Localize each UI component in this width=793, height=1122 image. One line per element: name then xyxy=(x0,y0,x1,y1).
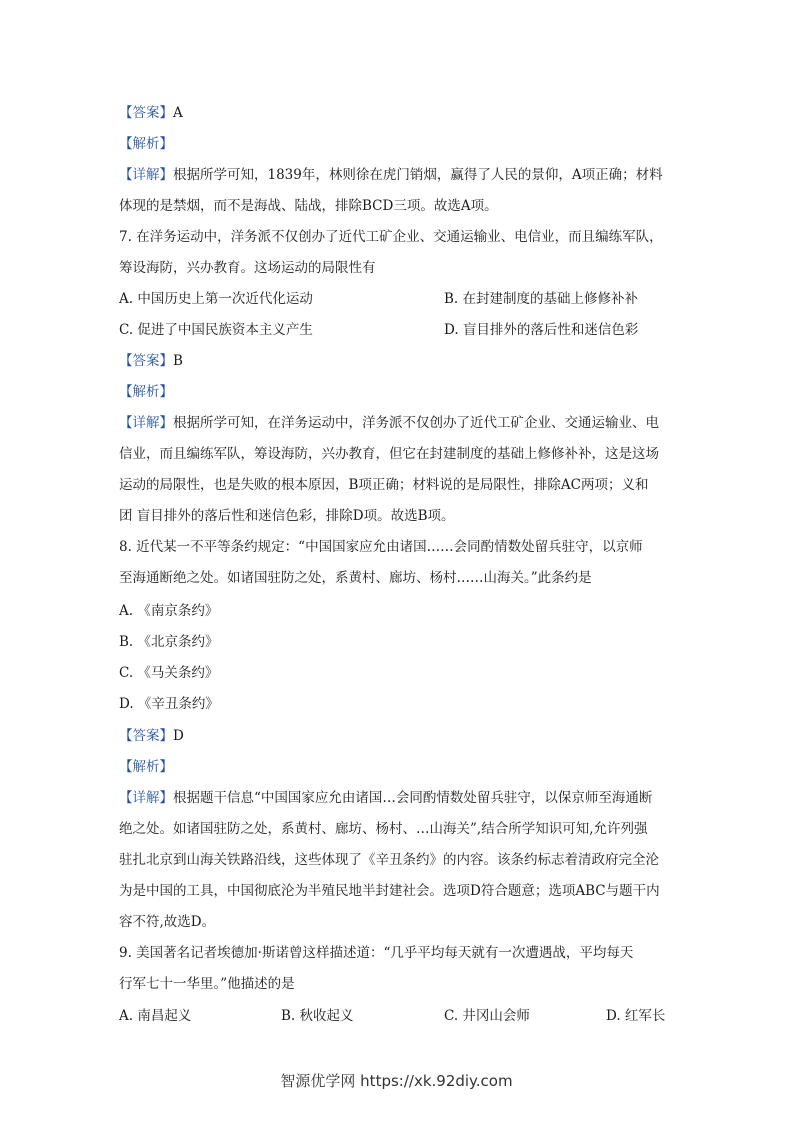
q7-stem-line-2: 筹设海防，兴办教育。这场运动的局限性有 xyxy=(119,260,376,276)
q8-detail-line-5: 容不符,故选D。 xyxy=(119,914,216,930)
q8-option-c[interactable]: C. 《马关条约》 xyxy=(119,665,219,681)
q6-detail-line-1 xyxy=(119,165,663,185)
q8-option-d[interactable]: D. 《辛丑条约》 xyxy=(119,696,219,712)
detail-text: 根据题干信息“中国国家应允由诸国…会同酌情数处留兵驻守，以保京师至海通断 xyxy=(173,790,653,806)
q7-detail-line-4: 团 盲目排外的落后性和迷信色彩，排除D项。故选B项。 xyxy=(119,508,455,524)
detail-tag: 【详解】 xyxy=(119,167,173,183)
q7-option-b[interactable]: B. 在封建制度的基础上修修补补 xyxy=(444,291,639,307)
answer-value: A xyxy=(173,105,183,121)
q7-stem-line-1: 7. 在洋务运动中，洋务派不仅创办了近代工矿企业、交通运输业、电信业，而且编练军队， xyxy=(119,229,663,245)
q8-stem-line-1: 8. 近代某一不平等条约规定：“中国国家应允由诸国……会同酌情数处留兵驻守，以京师 xyxy=(119,539,643,555)
q7-detail-line-2: 信业，而且编练军队，筹设海防，兴办教育，但它在封建制度的基础上修修补补，这是这场 xyxy=(119,446,659,462)
q8-detail-line-4: 为是中国的工具，中国彻底沦为半殖民地半封建社会。选项D符合题意；选项ABC与题干内 xyxy=(119,883,660,899)
q6-detail-line-2: 体现的是禁烟，而不是海战、陆战，排除BCD三项。故选A项。 xyxy=(119,198,498,214)
answer-tag: 【答案】 xyxy=(119,105,173,121)
q8-option-a[interactable]: A. 《南京条约》 xyxy=(119,603,219,619)
q9-option-b[interactable]: B. 秋收起义 xyxy=(281,1008,354,1024)
q7-analysis-tag: 【解析】 xyxy=(119,384,173,400)
q9-options-row xyxy=(119,1006,679,1026)
q7-options-row-2 xyxy=(119,320,679,340)
q8-stem-line-2: 至海通断绝之处。如诸国驻防之处，系黄村、廊坊、杨村……山海关。”此条约是 xyxy=(119,570,592,586)
q7-answer xyxy=(119,351,183,371)
q8-analysis-tag: 【解析】 xyxy=(119,759,173,775)
q7-option-d[interactable]: D. 盲目排外的落后性和迷信色彩 xyxy=(444,322,639,338)
q9-stem-line-2: 行军七十一华里。”他描述的是 xyxy=(119,976,295,992)
q7-options-row-1 xyxy=(119,289,679,309)
q7-option-a[interactable]: A. 中国历史上第一次近代化运动 xyxy=(119,291,313,307)
q8-answer xyxy=(119,726,184,746)
detail-tag: 【详解】 xyxy=(119,790,173,806)
q8-detail-line-1 xyxy=(119,788,652,808)
answer-tag: 【答案】 xyxy=(119,728,173,744)
q7-detail-line-1 xyxy=(119,413,659,433)
q8-detail-line-3: 驻扎北京到山海关铁路沿线，这些体现了《辛丑条约》的内容。该条约标志着清政府完全沦 xyxy=(119,852,659,868)
q7-option-c[interactable]: C. 促进了中国民族资本主义产生 xyxy=(119,322,313,338)
q6-answer xyxy=(119,103,183,123)
watermark-footer: 智源优学网 https://xk.92diy.com xyxy=(280,1072,513,1090)
q9-option-d[interactable]: D. 红军长 xyxy=(606,1008,666,1024)
q8-detail-line-2: 绝之处。如诸国驻防之处，系黄村、廊坊、杨村、…山海关”,结合所学知识可知,允许列强 xyxy=(119,821,648,837)
detail-text: 根据所学可知，1839年，林则徐在虎门销烟，赢得了人民的景仰，A项正确；材料 xyxy=(173,167,663,183)
detail-tag: 【详解】 xyxy=(119,415,173,431)
answer-value: D xyxy=(173,728,184,744)
q7-detail-line-3: 运动的局限性，也是失败的根本原因，B项正确；材料说的是局限性，排除AC两项；义和 xyxy=(119,477,649,493)
detail-text: 根据所学可知，在洋务运动中，洋务派不仅创办了近代工矿企业、交通运输业、电 xyxy=(173,415,659,431)
q9-option-a[interactable]: A. 南昌起义 xyxy=(119,1008,192,1024)
answer-value: B xyxy=(173,353,183,369)
q9-option-c[interactable]: C. 井冈山会师 xyxy=(444,1008,530,1024)
q8-option-b[interactable]: B. 《北京条约》 xyxy=(119,634,219,650)
q9-stem-line-1: 9. 美国著名记者埃德加·斯诺曾这样描述道：“几乎平均每天就有一次遭遇战，平均每天 xyxy=(119,945,634,961)
answer-tag: 【答案】 xyxy=(119,353,173,369)
q6-analysis-tag: 【解析】 xyxy=(119,136,173,152)
